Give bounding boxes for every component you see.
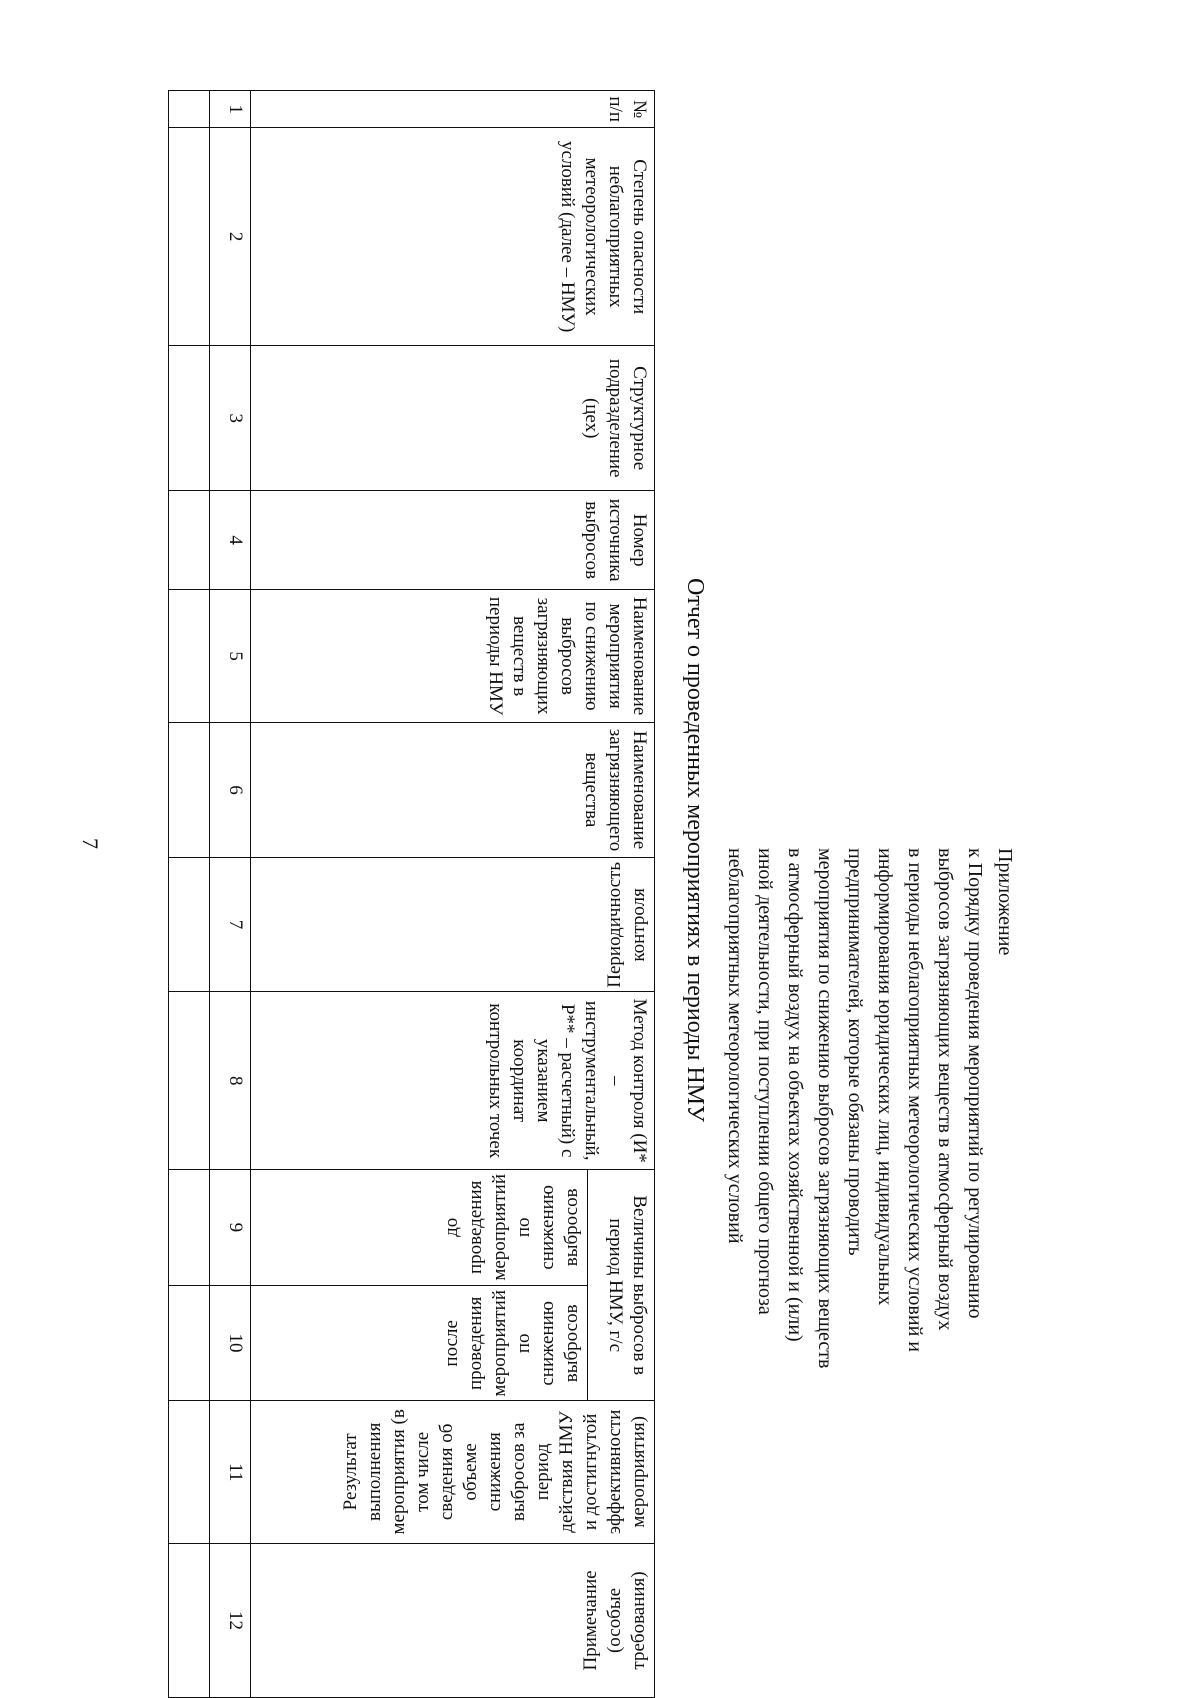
appendix-line: неблагоприятных метеорологических условий: [724, 848, 746, 1244]
column-number: 12: [210, 1544, 251, 1698]
column-number: 5: [210, 589, 251, 722]
empty-cell: [169, 723, 210, 857]
column-number: 3: [210, 345, 251, 491]
empty-cell: [169, 128, 210, 345]
page-number: 7: [78, 838, 103, 849]
appendix-header: [720, 848, 1020, 1668]
empty-cell: [169, 992, 210, 1170]
appendix-line: иной деятельности, при поступлении общего прогноза: [754, 848, 776, 1315]
report-table: [168, 90, 655, 1698]
header-cell-after: [251, 1285, 588, 1401]
empty-cell: [169, 1285, 210, 1401]
header-cell-control-method: Метод контроля (И* – инструментальный, Р** – расчетный) с указанием координат контрольных точек: [251, 992, 655, 1170]
note-label: Примечание (особые требования): [580, 1570, 649, 1671]
column-number: 1: [210, 91, 251, 128]
after-label: после проведения мероприятий по снижению выбросов: [441, 1289, 582, 1397]
column-number: 7: [210, 857, 251, 992]
column-number: 10: [210, 1285, 251, 1401]
appendix-line: выбросов загрязняющих веществ в атмосферный воздух: [934, 848, 956, 1331]
header-cell-measure-name: Наименование мероприятия по снижению выбросов загрязняющих веществ в периоды НМУ: [251, 589, 655, 722]
before-label: до проведения мероприятий по снижению выбросов: [441, 1174, 582, 1281]
empty-cell: [169, 857, 210, 992]
periodicity-label: Периодичность контроля: [604, 861, 649, 988]
header-cell-subdivision: Структурное подразделение (цех): [251, 345, 655, 491]
header-cell-emission-values: Величины выбросов в период НМУ, г/с: [588, 1170, 655, 1401]
header-cell-periodicity: [251, 857, 655, 992]
column-number: 4: [210, 491, 251, 589]
header-cell-before: [251, 1170, 588, 1286]
appendix-line: к Порядку проведения мероприятий по регулированию: [964, 848, 986, 1319]
appendix-line: предпринимателей, которые обязаны проводить: [844, 848, 866, 1256]
result-label: Результат выполнения мероприятия (в том числе сведения об объеме снижения выбросов за период действия НМУ и достигнутой эффективности мероприятия): [340, 1409, 649, 1535]
empty-cell: [169, 91, 210, 128]
appendix-line: информирования юридических лиц, индивидуальных: [874, 848, 896, 1306]
empty-cell: [169, 589, 210, 722]
empty-cell: [169, 345, 210, 491]
header-cell-note: [251, 1544, 655, 1698]
empty-cell: [169, 1401, 210, 1544]
column-number: 2: [210, 128, 251, 345]
report-title: Отчет о проведенных мероприятиях в периоды НМУ: [682, 578, 708, 1122]
appendix-line: Приложение: [994, 848, 1016, 956]
appendix-line: в атмосферный воздух на объектах хозяйственной и (или): [784, 848, 806, 1342]
header-cell-result: [251, 1401, 655, 1544]
header-cell-number: № п/п: [251, 91, 655, 128]
column-number: 8: [210, 992, 251, 1170]
header-cell-hazard-degree: Степень опасности неблагоприятных метеорологических условий (далее – НМУ): [251, 128, 655, 345]
column-number: 6: [210, 723, 251, 857]
empty-cell: [169, 1170, 210, 1286]
header-cell-pollutant: Наименование загрязняющего вещества: [251, 723, 655, 857]
column-number: 11: [210, 1401, 251, 1544]
empty-cell: [169, 1544, 210, 1698]
column-number: 9: [210, 1170, 251, 1286]
empty-cell: [169, 491, 210, 589]
appendix-line: мероприятия по снижению выбросов загрязняющих веществ: [814, 848, 836, 1369]
appendix-line: в периоды неблагоприятных метеорологических условий и: [904, 848, 926, 1352]
header-cell-source-number: Номер источника выбросов: [251, 491, 655, 589]
